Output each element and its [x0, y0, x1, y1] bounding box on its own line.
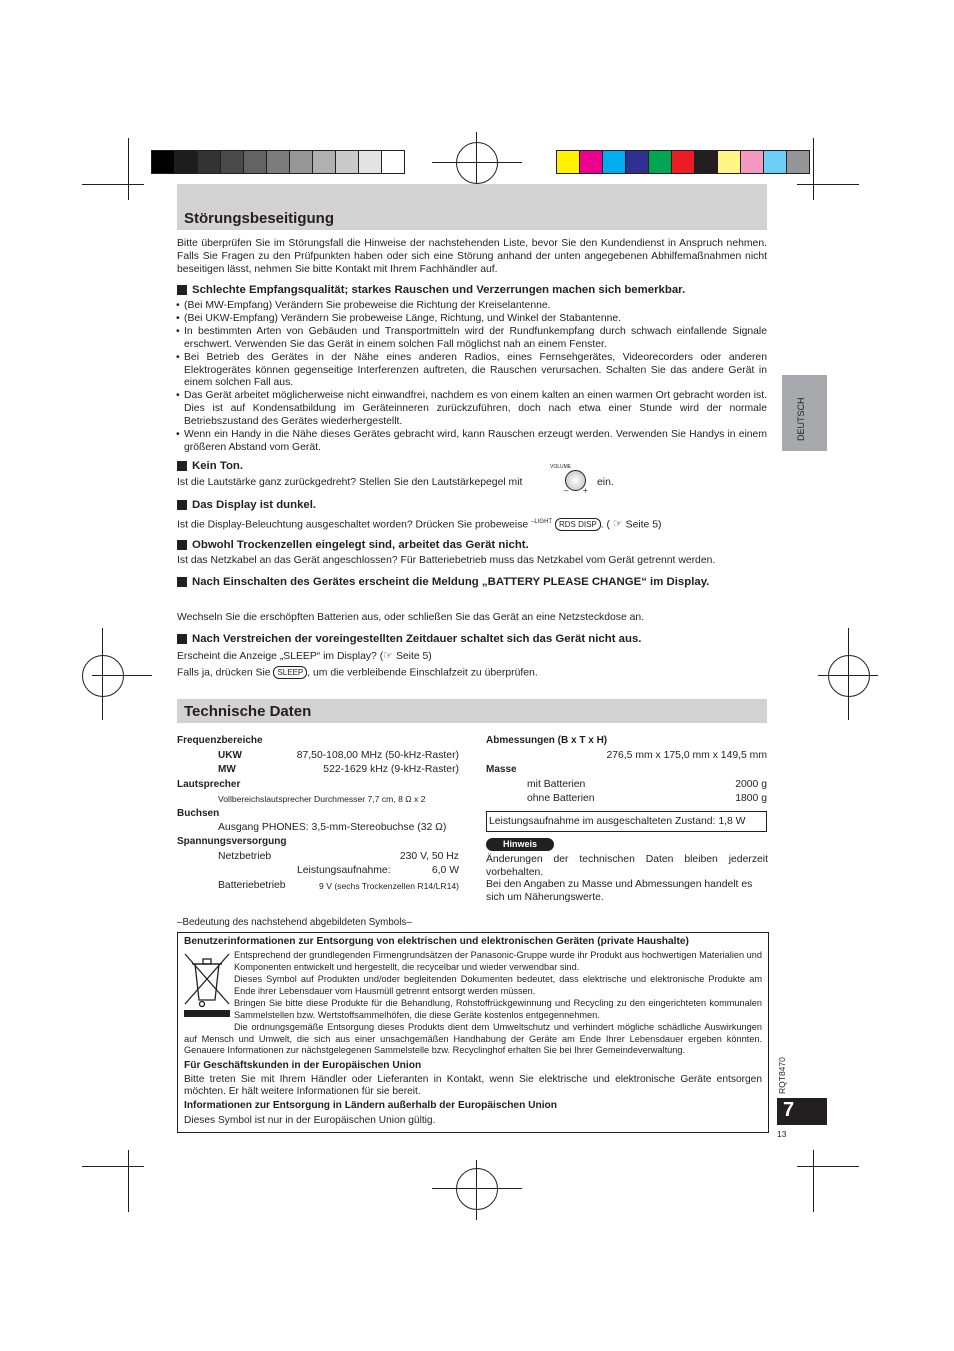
- disposal-info-box: [177, 932, 769, 1133]
- list-item: • In bestimmten Arten von Gebäuden und Transportmitteln wird der Rundfunkempfang durch schwach einfallende Signale erschwert. Verwenden Sie das Gerät in einem solchen Fall möglichst nah an einem Fenster.: [177, 326, 767, 352]
- list-item: • Das Gerät arbeitet möglicherweise nicht einwandfrei, nachdem es von einem kalten an einen warmen Ort gebracht worden ist. Dies ist auf Kondensatbildung im Geräteinneren zurückzuführen, doch nach etwa einer Stunde wird der normale Betriebszustand des Gerätes wiederhergestellt.: [177, 390, 767, 429]
- specs-header: [177, 699, 767, 723]
- sheet-number: 13: [777, 1129, 787, 1139]
- section-title: Technische Daten: [184, 703, 312, 720]
- rds-disp-key-icon: RDS DISP: [555, 518, 601, 531]
- battery-label: Batteriebetrieb: [218, 880, 286, 891]
- color-swatch: [267, 151, 290, 173]
- color-swatch: [290, 151, 313, 173]
- pointing-hand-icon: ☞: [612, 518, 623, 531]
- battery-message-heading: Nach Einschalten des Gerätes erscheint die Meldung „BATTERY PLEASE CHANGE“ im Display.: [177, 575, 768, 589]
- document-code: RQT8470: [777, 1057, 787, 1094]
- list-item: • (Bei MW-Empfang) Verändern Sie probeweise die Richtung der Kreiselantenne.: [177, 300, 767, 313]
- jacks-label: Buchsen: [177, 808, 220, 819]
- outside-eu-text: Dieses Symbol ist nur in der Europäischen Union gültig.: [184, 1115, 436, 1126]
- no-sound-text-b: ein.: [597, 477, 614, 488]
- color-swatch: [626, 151, 649, 173]
- freq-label: Frequenzbereiche: [177, 735, 263, 746]
- list-item: • (Bei UKW-Empfang) Verändern Sie probeweise Länge, Richtung, und Winkel der Stabantenne.: [177, 313, 767, 326]
- reception-bullets: [177, 300, 767, 455]
- business-text: Bitte treten Sie mit Ihrem Händler oder Lieferanten in Kontakt, wenn Sie elektrische und elektronische Geräte entsorgen möchten. Er hält weitere Informationen für sie bereit.: [184, 1074, 762, 1098]
- note-1: Änderungen der technischen Daten bleiben jederzeit vorbehalten.: [486, 854, 768, 878]
- jacks-value: Ausgang PHONES: 3,5-mm-Stereobuchse (32 Ω): [218, 822, 447, 833]
- note-badge: Hinweis: [486, 838, 554, 851]
- color-swatch: [152, 151, 175, 173]
- grayscale-color-bar: [151, 150, 405, 174]
- pointing-hand-icon: ☞: [383, 650, 394, 662]
- color-swatch: [649, 151, 672, 173]
- speaker-label: Lautsprecher: [177, 779, 241, 790]
- color-calibration-bar: [556, 150, 810, 174]
- mass-label: Masse: [486, 764, 517, 775]
- color-swatch: [313, 151, 336, 173]
- disposal-p4: Die ordnungsgemäße Entsorgung dieses Produkts dient dem Umweltschutz und verhindert mögliche schädliche Auswirkungen auf Mensch und Umwelt, die sich aus einer unsachgemäßen Handhabung der Geräte am Ende Ihrer Lebensdauer ergeben könnten. Genauere Informationen zur nächstgelegenen Sammelstelle bzw. Recyclinghof erhalten Sie bei Ihrer Gemeindeverwaltung.: [184, 1022, 762, 1055]
- color-swatch: [672, 151, 695, 173]
- language-tab: DEUTSCH: [782, 375, 827, 451]
- display-dark-text: Ist die Display-Beleuchtung ausgeschaltet worden? Drücken Sie probeweise $^{-LIGHT}$ RDS DISP . ( ☞ Seite 5): [177, 518, 662, 531]
- color-swatch: [221, 151, 244, 173]
- section-title: Störungsbeseitigung: [184, 210, 334, 227]
- consumption-label: Leistungsaufnahme:: [297, 865, 391, 876]
- sleep-text-2: Falls ja, drücken Sie SLEEP , um die verbleibende Einschlafzeit zu überprüfen.: [177, 667, 538, 679]
- color-swatch: [787, 151, 809, 173]
- batteries-heading: Obwohl Trockenzellen eingelegt sind, arbeitet das Gerät nicht.: [177, 538, 529, 552]
- color-swatch: [557, 151, 580, 173]
- outside-eu-heading: Informationen zur Entsorgung in Ländern außerhalb der Europäischen Union: [184, 1100, 557, 1111]
- mw-value: 522-1629 kHz (9-kHz-Raster): [323, 764, 459, 775]
- disposal-p3: Bringen Sie bitte diese Produkte für die Behandlung, Rohstoffrückgewinnung und Recycling zu den eingerichteten kommunalen Sammelstellen bzw. Wertstoffsammelhöfen, die diese Geräte kostenlos entgegennehmen.: [234, 998, 762, 1020]
- ukw-label: UKW: [218, 750, 242, 761]
- list-item: • Wenn ein Handy in die Nähe dieses Gerätes gebracht wird, kann Rauschen erzeugt werden. Verwenden Sie Handys in einem größeren Abstand vom Gerät.: [177, 429, 767, 455]
- speaker-value: Vollbereichslautsprecher Durchmesser 7,7 cm, 8 Ω x 2: [218, 794, 426, 804]
- standby-power-box: Leistungsaufnahme im ausgeschalteten Zustand: 1,8 W: [486, 811, 767, 832]
- with-battery-label: mit Batterien: [527, 779, 586, 790]
- disposal-p2: Dieses Symbol auf Produkten und/oder begleitenden Dokumenten bedeutet, dass elektrische und elektronische Produkte am Ende ihrer Lebensdauer vom Hausmüll getrennt entsorgt werden müssen.: [234, 974, 762, 996]
- no-sound-heading: Kein Ton.: [177, 459, 243, 473]
- sleep-key-icon: SLEEP: [273, 666, 307, 679]
- battery-message-text: Wechseln Sie die erschöpften Batterien aus, oder schließen Sie das Gerät an eine Netzsteckdose an.: [177, 612, 645, 623]
- dims-value: 276,5 mm x 175,0 mm x 149,5 mm: [606, 750, 767, 761]
- color-swatch: [336, 151, 359, 173]
- color-swatch: [198, 151, 221, 173]
- color-swatch: [764, 151, 787, 173]
- mains-value: 230 V, 50 Hz: [399, 851, 459, 862]
- mw-label: MW: [218, 764, 236, 775]
- crossed-out-bin-icon: [183, 952, 231, 1018]
- color-swatch: [695, 151, 718, 173]
- disposal-title: Benutzerinformationen zur Entsorgung von elektrischen und elektronischen Geräten (private Haushalte): [184, 936, 689, 947]
- ukw-value: 87,50-108,00 MHz (50-kHz-Raster): [296, 750, 459, 761]
- troubleshooting-intro: Bitte überprüfen Sie im Störungsfall die Hinweise der nachstehenden Liste, bevor Sie den Kundendienst in Anspruch nehmen. Falls Sie Fragen zu den Prüfpunkten haben oder sich eine Störung anhand der unten angegebenen Abhilfemaßnahmen nicht beseitigen lässt, nehmen Sie bitte Kontakt mit Ihrem Fachhändler auf.: [177, 238, 767, 275]
- page-number: 7: [777, 1098, 827, 1125]
- volume-knob-icon: VOLUME – +: [550, 464, 588, 495]
- battery-value: 9 V (sechs Trockenzellen R14/LR14): [319, 881, 459, 891]
- color-swatch: [244, 151, 267, 173]
- reception-heading: Schlechte Empfangsqualität; starkes Rauschen und Verzerrungen machen sich bemerkbar.: [177, 283, 772, 297]
- sleep-text-1: Erscheint die Anzeige „SLEEP“ im Display? (☞ Seite 5): [177, 650, 432, 662]
- with-battery-value: 2000 g: [735, 779, 767, 790]
- power-label: Spannungsversorgung: [177, 836, 287, 847]
- list-item: • Bei Betrieb des Gerätes in der Nähe eines anderen Radios, eines Fernsehgerätes, Videorecorders oder anderen Elektrogerätes können gegenseitige Interferenzen auftreten, die Rauschen verursachen. Schalten Sie das andere Gerät in einem solchen Fall aus.: [177, 352, 767, 391]
- color-swatch: [580, 151, 603, 173]
- without-battery-label: ohne Batterien: [527, 793, 595, 804]
- without-battery-value: 1800 g: [735, 793, 767, 804]
- symbol-caption: –Bedeutung des nachstehend abgebildeten Symbols–: [177, 917, 412, 928]
- batteries-text: Ist das Netzkabel an das Gerät angeschlossen? Für Batteriebetrieb muss das Netzkabel vom Gerät getrennt werden.: [177, 555, 716, 566]
- disposal-p1: Entsprechend der grundlegenden Firmengrundsätzen der Panasonic-Gruppe wurde ihr Produkt aus hochwertigen Materialien und Komponenten entwickelt und hergestellt, die recycelbar und wieder verwendbar sind.: [234, 950, 762, 972]
- color-swatch: [175, 151, 198, 173]
- display-dark-heading: Das Display ist dunkel.: [177, 498, 316, 512]
- sleep-heading: Nach Verstreichen der voreingestellten Zeitdauer schaltet sich das Gerät nicht aus.: [177, 632, 641, 646]
- note-2: Bei den Angaben zu Masse und Abmessungen handelt es sich um Näherungswerte.: [486, 879, 753, 903]
- consumption-value: 6,0 W: [431, 865, 459, 876]
- mains-label: Netzbetrieb: [218, 851, 272, 862]
- color-swatch: [741, 151, 764, 173]
- color-swatch: [718, 151, 741, 173]
- color-swatch: [603, 151, 626, 173]
- business-heading: Für Geschäftskunden in der Europäischen Union: [184, 1060, 422, 1071]
- dims-label: Abmessungen (B x T x H): [486, 735, 608, 746]
- color-swatch: [359, 151, 382, 173]
- no-sound-text-a: Ist die Lautstärke ganz zurückgedreht? Stellen Sie den Lautstärkepegel mit: [177, 477, 523, 488]
- color-swatch: [382, 151, 404, 173]
- troubleshooting-header: [177, 184, 767, 230]
